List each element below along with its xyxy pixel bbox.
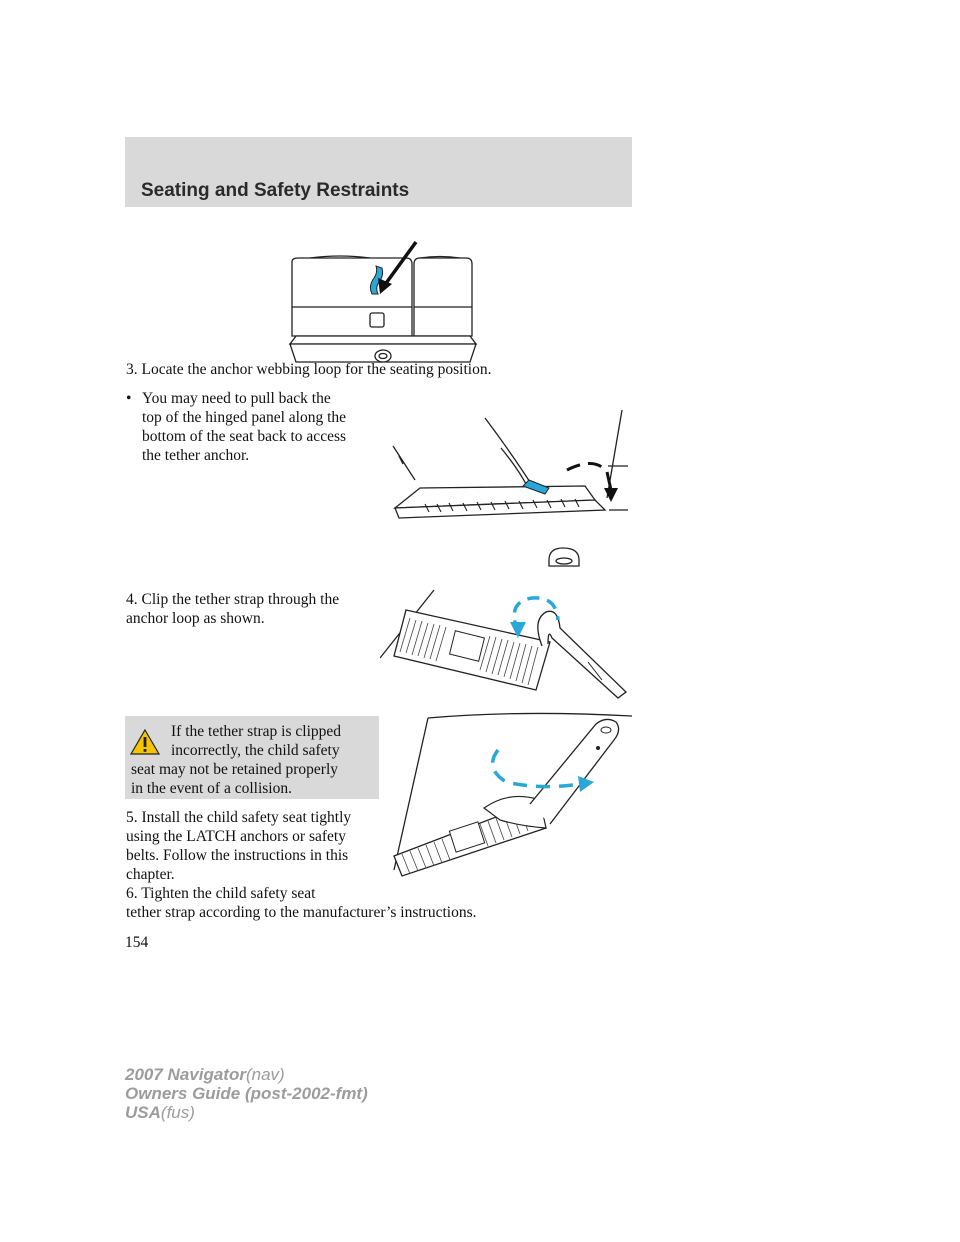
tether-clip-illustration: [380, 588, 635, 706]
section-title: Seating and Safety Restraints: [141, 180, 410, 201]
step-4-line: anchor loop as shown.: [126, 610, 265, 627]
step-3-text: 3. Locate the anchor webbing loop for the seating position.: [126, 361, 492, 378]
bullet-line: top of the hinged panel along the: [142, 409, 347, 426]
footer-guide: Owners Guide (post-2002-fmt): [125, 1084, 368, 1103]
footer-model-code: (nav): [245, 1065, 285, 1084]
step-5-line: using the LATCH anchors or safety: [126, 828, 346, 845]
step-5-line: chapter.: [126, 866, 175, 883]
step-6-line: 6. Tighten the child safety seat: [126, 885, 316, 902]
warning-box: [125, 716, 379, 799]
footer-doc-info: [125, 1065, 368, 1122]
footer-line-2: [125, 1084, 368, 1103]
warning-line: If the tether strap is clipped: [171, 723, 342, 740]
step-5-text: [126, 808, 351, 884]
bullet-text: [142, 389, 346, 465]
bullet-line: You may need to pull back the: [142, 390, 331, 407]
footer-line-1: [125, 1065, 368, 1084]
footer-line-3: [125, 1103, 368, 1122]
warning-line: incorrectly, the child safety: [171, 742, 340, 759]
page-number: 154: [125, 934, 149, 951]
footer-market-code: (fus): [160, 1103, 195, 1122]
step-6-text: [126, 884, 477, 922]
bullet-marker: •: [126, 390, 132, 407]
step-6-line: tether strap according to the manufacturer’s instructions.: [126, 904, 477, 921]
warning-line: in the event of a collision.: [131, 780, 292, 797]
warning-line: seat may not be retained properly: [131, 761, 339, 778]
bullet-line: the tether anchor.: [142, 447, 250, 464]
step-4-line: 4. Clip the tether strap through the: [126, 591, 340, 608]
footer-model: 2007 Navigator: [125, 1065, 246, 1084]
step-5-line: 5. Install the child safety seat tightly: [126, 809, 352, 826]
footer-market: USA: [125, 1103, 161, 1122]
step-5-line: belts. Follow the instructions in this: [126, 847, 349, 864]
step-4-text: [126, 590, 339, 628]
seat-back-illustration: [280, 232, 485, 370]
tether-hook-illustration: [380, 708, 635, 878]
warning-text: [131, 722, 377, 798]
bullet-line: bottom of the seat back to access: [142, 428, 347, 445]
section-header: [125, 137, 632, 207]
hinged-panel-illustration: [385, 408, 635, 578]
